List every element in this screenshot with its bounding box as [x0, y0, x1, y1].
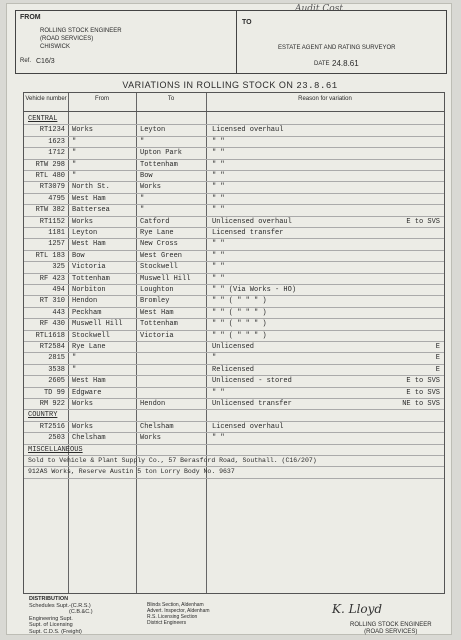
vehicle-number-cell: RT1152 [39, 217, 65, 226]
row-rule [24, 398, 444, 399]
vehicle-number-cell: RT3079 [39, 183, 65, 192]
to-cell: Hendon [140, 400, 166, 408]
from-cell: Muswell Hill [72, 320, 123, 329]
vehicle-number-cell: RT2516 [39, 422, 65, 431]
dist-line: Supt. of Licensing [29, 622, 73, 628]
vehicle-number-cell: 2503 [48, 434, 65, 443]
remark-cell: E [435, 365, 440, 374]
vehicle-number-cell: 1181 [48, 229, 65, 237]
from-cell: Bow [72, 251, 85, 260]
reason-cell: " " [212, 137, 225, 146]
vehicle-number-cell: RT1234 [39, 126, 65, 135]
reason-cell: Licensed overhaul [212, 126, 284, 135]
remark-cell: NE to SVS [402, 400, 440, 408]
to-cell: " [140, 206, 145, 215]
row-rule [24, 250, 444, 251]
reason-cell: " [212, 354, 217, 363]
reason-cell: " " [212, 183, 225, 192]
row-rule [24, 455, 444, 456]
to-label: TO [242, 19, 252, 26]
vehicle-number-cell: 1257 [48, 240, 65, 249]
row-rule [24, 193, 444, 194]
header-divider [236, 11, 237, 73]
from-cell: Works [72, 126, 94, 135]
row-rule [24, 307, 444, 308]
dist-line: Supt. C.D.S. (Freight) [29, 628, 82, 635]
remark-cell: E [435, 354, 440, 363]
reason-cell: " " [212, 149, 225, 158]
reason-cell: " " [212, 206, 225, 215]
vehicle-number-cell: 1712 [48, 149, 65, 158]
from-cell: Edgware [72, 388, 102, 397]
row-rule [24, 364, 444, 365]
remark-cell: E to SVS [406, 388, 440, 397]
row-rule [24, 387, 444, 388]
row-rule [24, 330, 444, 331]
section-heading: COUNTRY [28, 411, 58, 420]
row-rule [24, 147, 444, 148]
handwritten-annotation: Audit Cost [295, 4, 343, 14]
row-rule [24, 432, 444, 433]
from-cell: Works [72, 400, 94, 408]
col-header-from: From [95, 96, 109, 102]
to-cell: Upton Park [140, 149, 183, 158]
reason-cell: " " [212, 172, 225, 180]
from-cell: " [72, 365, 77, 374]
to-cell: Leyton [140, 126, 166, 135]
reason-cell: " " [212, 274, 225, 283]
row-rule [24, 238, 444, 239]
to-cell: " [140, 137, 145, 146]
row-rule [24, 466, 444, 467]
variations-table [23, 92, 445, 594]
row-rule [24, 318, 444, 319]
from-cell: Rye Lane [72, 343, 106, 351]
row-rule [24, 181, 444, 182]
col-header-reason: Reason for variation [298, 96, 352, 102]
dist-line: Engineering Supt. [29, 615, 73, 622]
from-label: FROM [20, 14, 41, 21]
from-cell: Hendon [72, 297, 98, 306]
title-date: 23.8.61 [296, 81, 338, 91]
reason-cell: " " [212, 240, 225, 249]
vehicle-number-cell: 1623 [48, 137, 65, 146]
from-line-3: CHISWICK [40, 44, 70, 50]
vehicle-number-cell: RT 310 [39, 297, 65, 306]
reason-cell: " " [212, 160, 225, 169]
date-label: DATE [314, 61, 330, 67]
dist-line: (C.B.&C.) [69, 609, 93, 615]
reason-cell: " " [212, 194, 225, 203]
to-cell: Victoria [140, 331, 174, 340]
row-rule [24, 136, 444, 137]
to-cell: West Green [140, 251, 183, 260]
row-rule [24, 341, 444, 342]
misc-line: Sold to Vehicle & Plant Supply Co., 57 Berasford Road, Southall. (C16/207) [28, 457, 317, 464]
remark-cell: E to SVS [406, 217, 440, 226]
row-rule [24, 261, 444, 262]
signatory-title [350, 622, 432, 636]
reason-cell: Relicensed [212, 365, 255, 374]
reason-cell: Unlicensed - stored [212, 377, 292, 386]
vehicle-number-cell: 2605 [48, 377, 65, 386]
from-cell: West Ham [72, 194, 106, 203]
to-cell: Tottenham [140, 320, 178, 329]
document-title [7, 80, 453, 91]
from-cell: North St. [72, 183, 110, 192]
from-line-1: ROLLING STOCK ENGINEER [40, 28, 122, 34]
distribution-list-2 [147, 602, 210, 626]
from-cell: " [72, 137, 77, 146]
memo-sheet [6, 3, 452, 635]
col-divider [68, 93, 69, 593]
dist2-line: R.S. Licensing Section [147, 614, 198, 620]
vehicle-number-cell: RT2584 [39, 343, 65, 351]
from-cell: West Ham [72, 377, 106, 386]
to-cell: Rye Lane [140, 229, 174, 237]
row-rule [24, 352, 444, 353]
vehicle-number-cell: RTL 183 [35, 251, 65, 260]
to-cell: Stockwell [140, 263, 178, 272]
memo-header [15, 10, 447, 74]
to-cell: Bow [140, 172, 153, 180]
reason-cell: Licensed transfer [212, 229, 284, 237]
from-cell: Peckham [72, 308, 102, 317]
from-cell: Stockwell [72, 331, 110, 340]
reason-cell: " " (Via Works - HO) [212, 286, 297, 294]
to-cell: West Ham [140, 308, 174, 317]
row-rule [24, 273, 444, 274]
to-cell: Tottenham [140, 160, 178, 169]
vehicle-number-cell: RTW 298 [35, 160, 65, 169]
vehicle-number-cell: RTL1618 [35, 331, 65, 340]
reason-cell: " " ( " " " ) [212, 297, 267, 306]
vehicle-number-cell: 443 [52, 308, 65, 317]
reason-cell: " " ( " " " ) [212, 331, 267, 340]
dist2-line: Advert. Inspector, Aldenham [147, 608, 210, 614]
distribution-list [29, 596, 93, 635]
ref-value: C16/3 [36, 58, 55, 65]
row-rule [24, 124, 444, 125]
title-text: VARIATIONS IN ROLLING STOCK ON [122, 80, 294, 90]
vehicle-number-cell: 2815 [48, 354, 65, 363]
col-divider [136, 93, 137, 593]
row-rule [24, 204, 444, 205]
from-cell: Norbiton [72, 286, 106, 294]
reason-cell: Unlicensed overhaul [212, 217, 292, 226]
reason-cell: Unlicensed [212, 343, 255, 351]
distribution-label: DISTRIBUTION [29, 596, 69, 602]
to-cell: Loughton [140, 286, 174, 294]
reason-cell: Licensed overhaul [212, 422, 284, 431]
header-rule [24, 111, 444, 112]
date-value: 24.8.61 [332, 59, 359, 68]
row-rule [24, 478, 444, 479]
reason-cell: " " ( " " " ) [212, 320, 267, 329]
col-divider [206, 93, 207, 593]
from-cell: West Ham [72, 240, 106, 249]
from-cell: " [72, 354, 77, 363]
vehicle-number-cell: TD 99 [43, 388, 65, 397]
to-cell: " [140, 194, 145, 203]
signatory-line-1: ROLLING STOCK ENGINEER [350, 622, 432, 628]
section-heading: MISCELLANEOUS [28, 445, 83, 454]
remark-cell: E to SVS [406, 377, 440, 386]
to-cell: New Cross [140, 240, 178, 249]
vehicle-number-cell: RM 922 [39, 400, 65, 408]
col-header-vehicle: Vehicle number [25, 96, 67, 102]
dist2-line: Blinds Section, Aldenham [147, 602, 204, 608]
from-cell: " [72, 160, 77, 169]
dist2-line: District Engineers [147, 620, 187, 626]
from-line-2: (ROAD SERVICES) [40, 36, 94, 42]
from-cell: Works [72, 217, 94, 226]
row-rule [24, 170, 444, 171]
from-cell: Chelsham [72, 434, 106, 443]
section-heading: CENTRAL [28, 115, 58, 123]
signatory-line-2: (ROAD SERVICES) [364, 629, 418, 635]
row-rule [24, 284, 444, 285]
vehicle-number-cell: 494 [52, 286, 65, 294]
row-rule [24, 227, 444, 228]
reason-cell: " " ( " " " ) [212, 308, 267, 317]
vehicle-number-cell: 4795 [48, 194, 65, 203]
row-rule [24, 159, 444, 160]
from-cell: Leyton [72, 229, 98, 237]
row-rule [24, 295, 444, 296]
to-cell: Catford [140, 217, 170, 226]
to-cell: Works [140, 183, 162, 192]
to-cell: Works [140, 434, 162, 443]
vehicle-number-cell: RTW 382 [35, 206, 65, 215]
reason-cell: Unlicensed transfer [212, 400, 292, 408]
reason-cell: " " [212, 434, 225, 443]
vehicle-number-cell: RTL 480 [35, 172, 65, 180]
vehicle-number-cell: 325 [52, 263, 65, 272]
col-header-to: To [167, 96, 175, 102]
from-cell: Victoria [72, 263, 106, 272]
dist-line: Schedules Supt.-(C.R.S.) [29, 602, 91, 609]
row-rule [24, 375, 444, 376]
from-cell: Tottenham [72, 274, 110, 283]
vehicle-number-cell: 3538 [48, 365, 65, 374]
misc-line: 912AS Works, Reserve Austin 5 ton Lorry Body No. 9637 [28, 468, 235, 476]
signature: K. Lloyd [332, 602, 383, 616]
from-cell: Battersea [72, 206, 110, 215]
row-rule [24, 421, 444, 422]
row-rule [24, 409, 444, 410]
reason-cell: " " [212, 263, 225, 272]
from-cell: Works [72, 422, 94, 431]
from-cell: " [72, 172, 77, 180]
remark-cell: E [435, 343, 440, 351]
from-cell: " [72, 149, 77, 158]
ref-label: Ref. [20, 58, 32, 64]
row-rule [24, 444, 444, 445]
vehicle-number-cell: RF 430 [39, 320, 65, 329]
row-rule [24, 216, 444, 217]
to-cell: Muswell Hill [140, 274, 191, 283]
vehicle-number-cell: RF 423 [39, 274, 65, 283]
to-cell: Chelsham [140, 422, 174, 431]
to-cell: Bromley [140, 297, 170, 306]
reason-cell: " " [212, 251, 225, 260]
to-value: ESTATE AGENT AND RATING SURVEYOR [278, 45, 396, 51]
reason-cell: " " [212, 388, 225, 397]
